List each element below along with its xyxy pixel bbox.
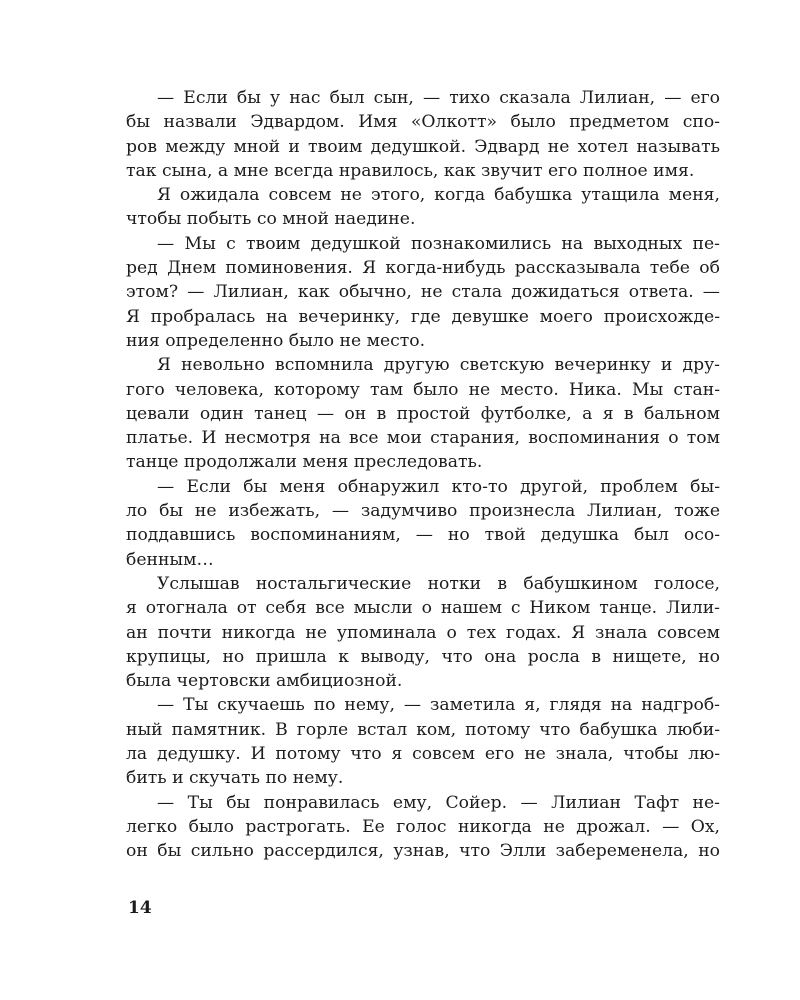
page-number: 14: [128, 898, 152, 918]
text-line: бить и скучать по нему.: [126, 768, 344, 789]
text-line: — Если бы у нас был сын, — тихо сказала Лилиан, — его: [157, 88, 720, 108]
text-line: гого человека, которому там было не место. Ника. Мы стан-: [126, 379, 720, 400]
text-line: платье. И несмотря на все мои старания, воспоминания о том: [126, 428, 720, 449]
text-line: была чертовски амбициозной.: [126, 671, 403, 692]
text-line: Я пробралась на вечеринку, где девушке моего происхожде-: [126, 306, 720, 327]
body-text: [126, 86, 720, 864]
text-line: так сына, а мне всегда нравилось, как звучит его полное имя.: [126, 160, 695, 181]
text-line: ров между мной и твоим дедушкой. Эдвард не хотел называть: [126, 136, 720, 157]
text-line: — Ты скучаешь по нему, — заметила я, глядя на надгроб-: [157, 695, 720, 716]
text-line: — Ты бы понравилась ему, Сойер. — Лилиан Тафт не-: [157, 792, 720, 813]
text-line: — Если бы меня обнаружил кто-то другой, проблем бы-: [157, 476, 720, 497]
text-line: Я невольно вспомнила другую светскую вечеринку и дру-: [157, 355, 720, 376]
text-line: легко было растрогать. Ее голос никогда не дрожал. — Ох,: [126, 816, 720, 837]
text-line: бенным…: [126, 549, 214, 570]
text-line: ло бы не избежать, — задумчиво произнесла Лилиан, тоже: [126, 501, 720, 522]
text-line: поддавшись воспоминаниям, — но твой дедушка был осо-: [126, 525, 720, 546]
text-line: цевали один танец — он в простой футболке, а я в бальном: [126, 403, 720, 424]
text-line: чтобы побыть со мной наедине.: [126, 209, 416, 230]
text-line: Услышав ностальгические нотки в бабушкином голосе,: [157, 573, 720, 594]
text-line: крупицы, но пришла к выводу, что она росла в нищете, но: [126, 646, 720, 667]
text-line: танце продолжали меня преследовать.: [126, 452, 483, 473]
text-line: ред Днем поминовения. Я когда-нибудь рассказывала тебе об: [126, 258, 720, 279]
text-line: ан почти никогда не упоминала о тех годах. Я знала совсем: [126, 622, 720, 643]
text-line: бы назвали Эдвардом. Имя «Олкотт» было предметом спо-: [126, 112, 720, 133]
text-line: ла дедушку. И потому что я совсем его не знала, чтобы лю-: [126, 744, 720, 765]
text-line: я отогнала от себя все мысли о нашем с Ником танце. Лили-: [126, 598, 720, 619]
text-line: Я ожидала совсем не этого, когда бабушка утащила меня,: [157, 185, 720, 206]
text-line: он бы сильно рассердился, узнав, что Элли забеременела, но: [126, 841, 720, 862]
text-line: ный памятник. В горле встал ком, потому что бабушка люби-: [126, 719, 720, 740]
text-line: этом? — Лилиан, как обычно, не стала дожидаться ответа. —: [126, 282, 720, 303]
text-line: ния определенно было не место.: [126, 330, 426, 351]
text-line: — Мы с твоим дедушкой познакомились на выходных пе-: [157, 233, 720, 254]
